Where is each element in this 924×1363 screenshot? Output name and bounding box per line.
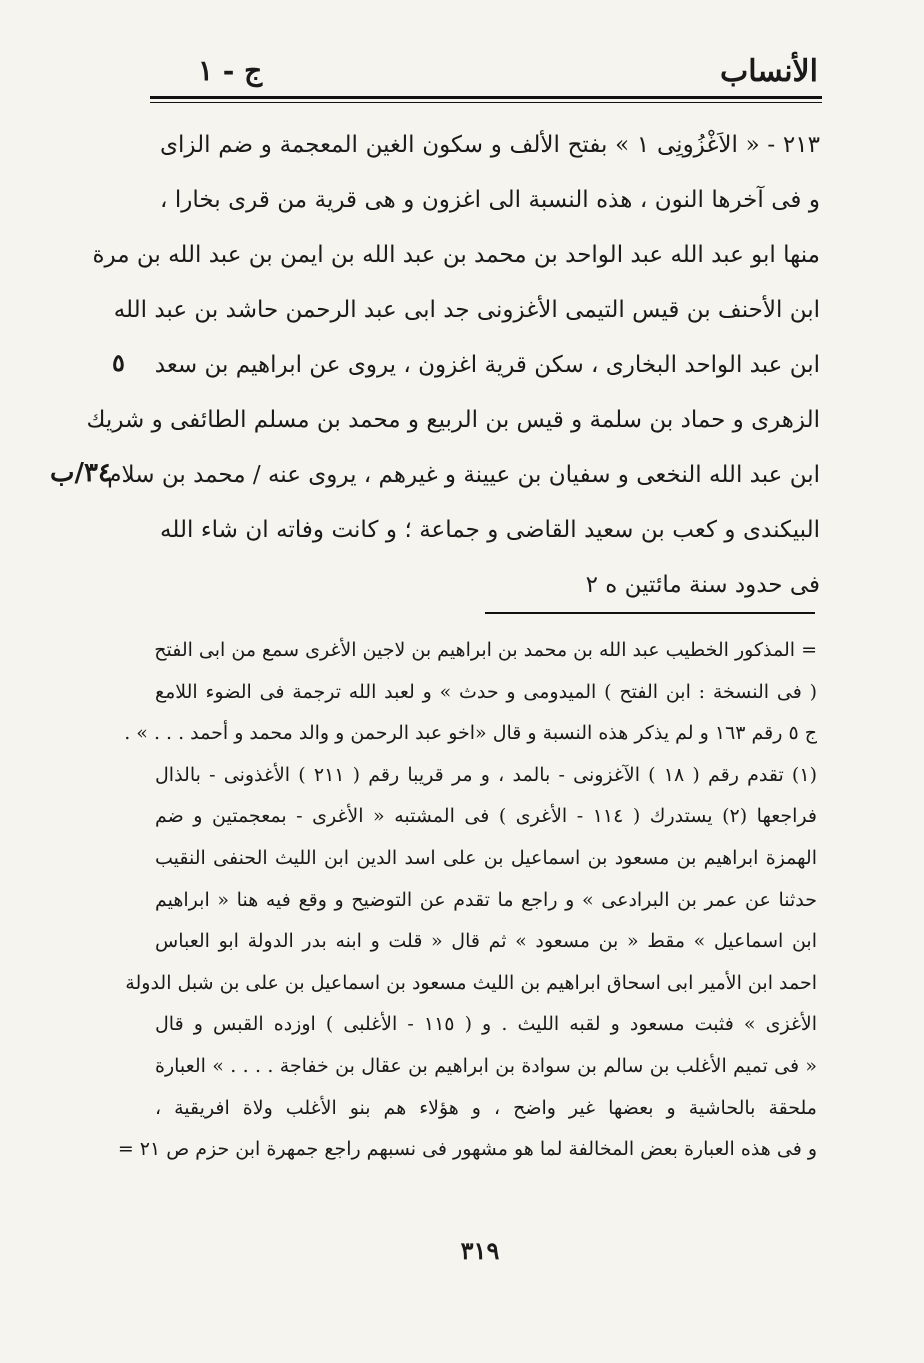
entry-line: ابن عبد الواحد البخارى ، سكن قرية اغزون ، يروى عن ابراهيم بن سعد (154, 352, 820, 378)
running-title: الأنساب (720, 54, 818, 89)
header-rule-thin (150, 102, 822, 103)
entry-line: الزهرى و حماد بن سلمة و قيس بن الربيع و محمد بن مسلم الطائفى و شريك (86, 407, 820, 433)
entry-line: و فى آخرها النون ، هذه النسبة الى اغزون و هى قرية من قرى بخارا ، (160, 187, 820, 213)
footnote-line: احمد ابن الأمير ابى اسحاق ابراهيم بن الليث مسعود بن اسماعيل بن على بن شبل الدولة (125, 971, 817, 994)
footnote-line: فراجعها (٢) يستدرك ( ١١٤ - الأغرى ) فى المشتبه « الأغرى - بمعجمتين و ضم (155, 805, 817, 828)
entry-line: ٢١٣ - « الاَغْزُونِى ١ » بفتح الألف و سكون الغين المعجمة و ضم الزاى (160, 132, 820, 158)
margin-folio-reference: ٣٤/ب (50, 458, 112, 488)
footnote-line: الهمزة ابراهيم بن مسعود بن اسماعيل بن على اسد الدين ابن الليث الحنفى النقيب (155, 846, 817, 869)
footnote-line: = المذكور الخطيب عبد الله بن محمد بن ابراهيم بن لاجين الأغرى سمع من ابى الفتح (154, 639, 817, 661)
footnote-line: ( فى النسخة : ابن الفتح ) الميدومى و حدث » و لعبد الله ترجمة فى الضوء اللامع (155, 680, 817, 703)
footnote-line: الأغزى » فثبت مسعود و لقبه الليث . و ( ١١٥ - الأغلبى ) اوزده القبس و قال (155, 1013, 817, 1036)
header-rule (150, 96, 822, 99)
margin-line-number: ٥ (112, 348, 125, 377)
footnote-line: حدثنا عن عمر بن البرادعى » و راجع ما تقدم عن التوضيح و وقع فيه هنا « ابراهيم (155, 888, 817, 911)
footnote-line: ج ٥ رقم ١٦٣ و لم يذكر هذه النسبة و قال «اخو عبد الرحمن و والد محمد و أحمد . . . » . (124, 722, 817, 745)
entry-line: فى حدود سنة مائتين ه ٢ (585, 572, 820, 598)
volume-number: ج - ١ (198, 54, 263, 87)
footnote-line: « فى تميم الأغلب بن سالم بن سوادة بن ابراهيم بن عقال بن خفاجة . . . . » العبارة (155, 1054, 817, 1077)
footnotes (117, 630, 817, 1171)
entry-text (86, 118, 820, 613)
footnote-line: ملحقة بالحاشية و بعضها غير واضح ، و هؤلاء هم بنو الأغلب ولاة افريقية ، (155, 1096, 817, 1119)
footnote-line: (١) تقدم رقم ( ١٨ ) الآغزونى - بالمد ، و مر قريبا رقم ( ٢١١ ) الأغذونى - بالذال (155, 763, 817, 786)
running-header (150, 50, 822, 96)
entry-line: منها ابو عبد الله عبد الواحد بن محمد بن عبد الله بن ايمن بن عبد الله بن مرة (92, 242, 820, 268)
entry-line: البيكندى و كعب بن سعيد القاضى و جماعة ؛ و كانت وفاته ان شاء الله (160, 517, 820, 543)
footnote-line: ابن اسماعيل » مقط « بن مسعود » ثم قال « قلت و ابنه بدر الدولة ابو العباس (155, 930, 817, 953)
entry-line: ابن عبد الله النخعى و سفيان بن عيينة و غيرهم ، يروى عنه / محمد بن سلام (107, 462, 820, 488)
footnote-line: و فى هذه العبارة بعض المخالفة لما هو مشهور فى نسبهم راجع جمهرة ابن حزم ص ٢١ = (117, 1138, 817, 1161)
entry-line: ابن الأحنف بن قيس التيمى الأغزونى جد ابى عبد الرحمن حاشد بن عبد الله (113, 297, 820, 323)
footnote-separator (485, 612, 815, 614)
page-number: ٣١٩ (460, 1236, 500, 1265)
